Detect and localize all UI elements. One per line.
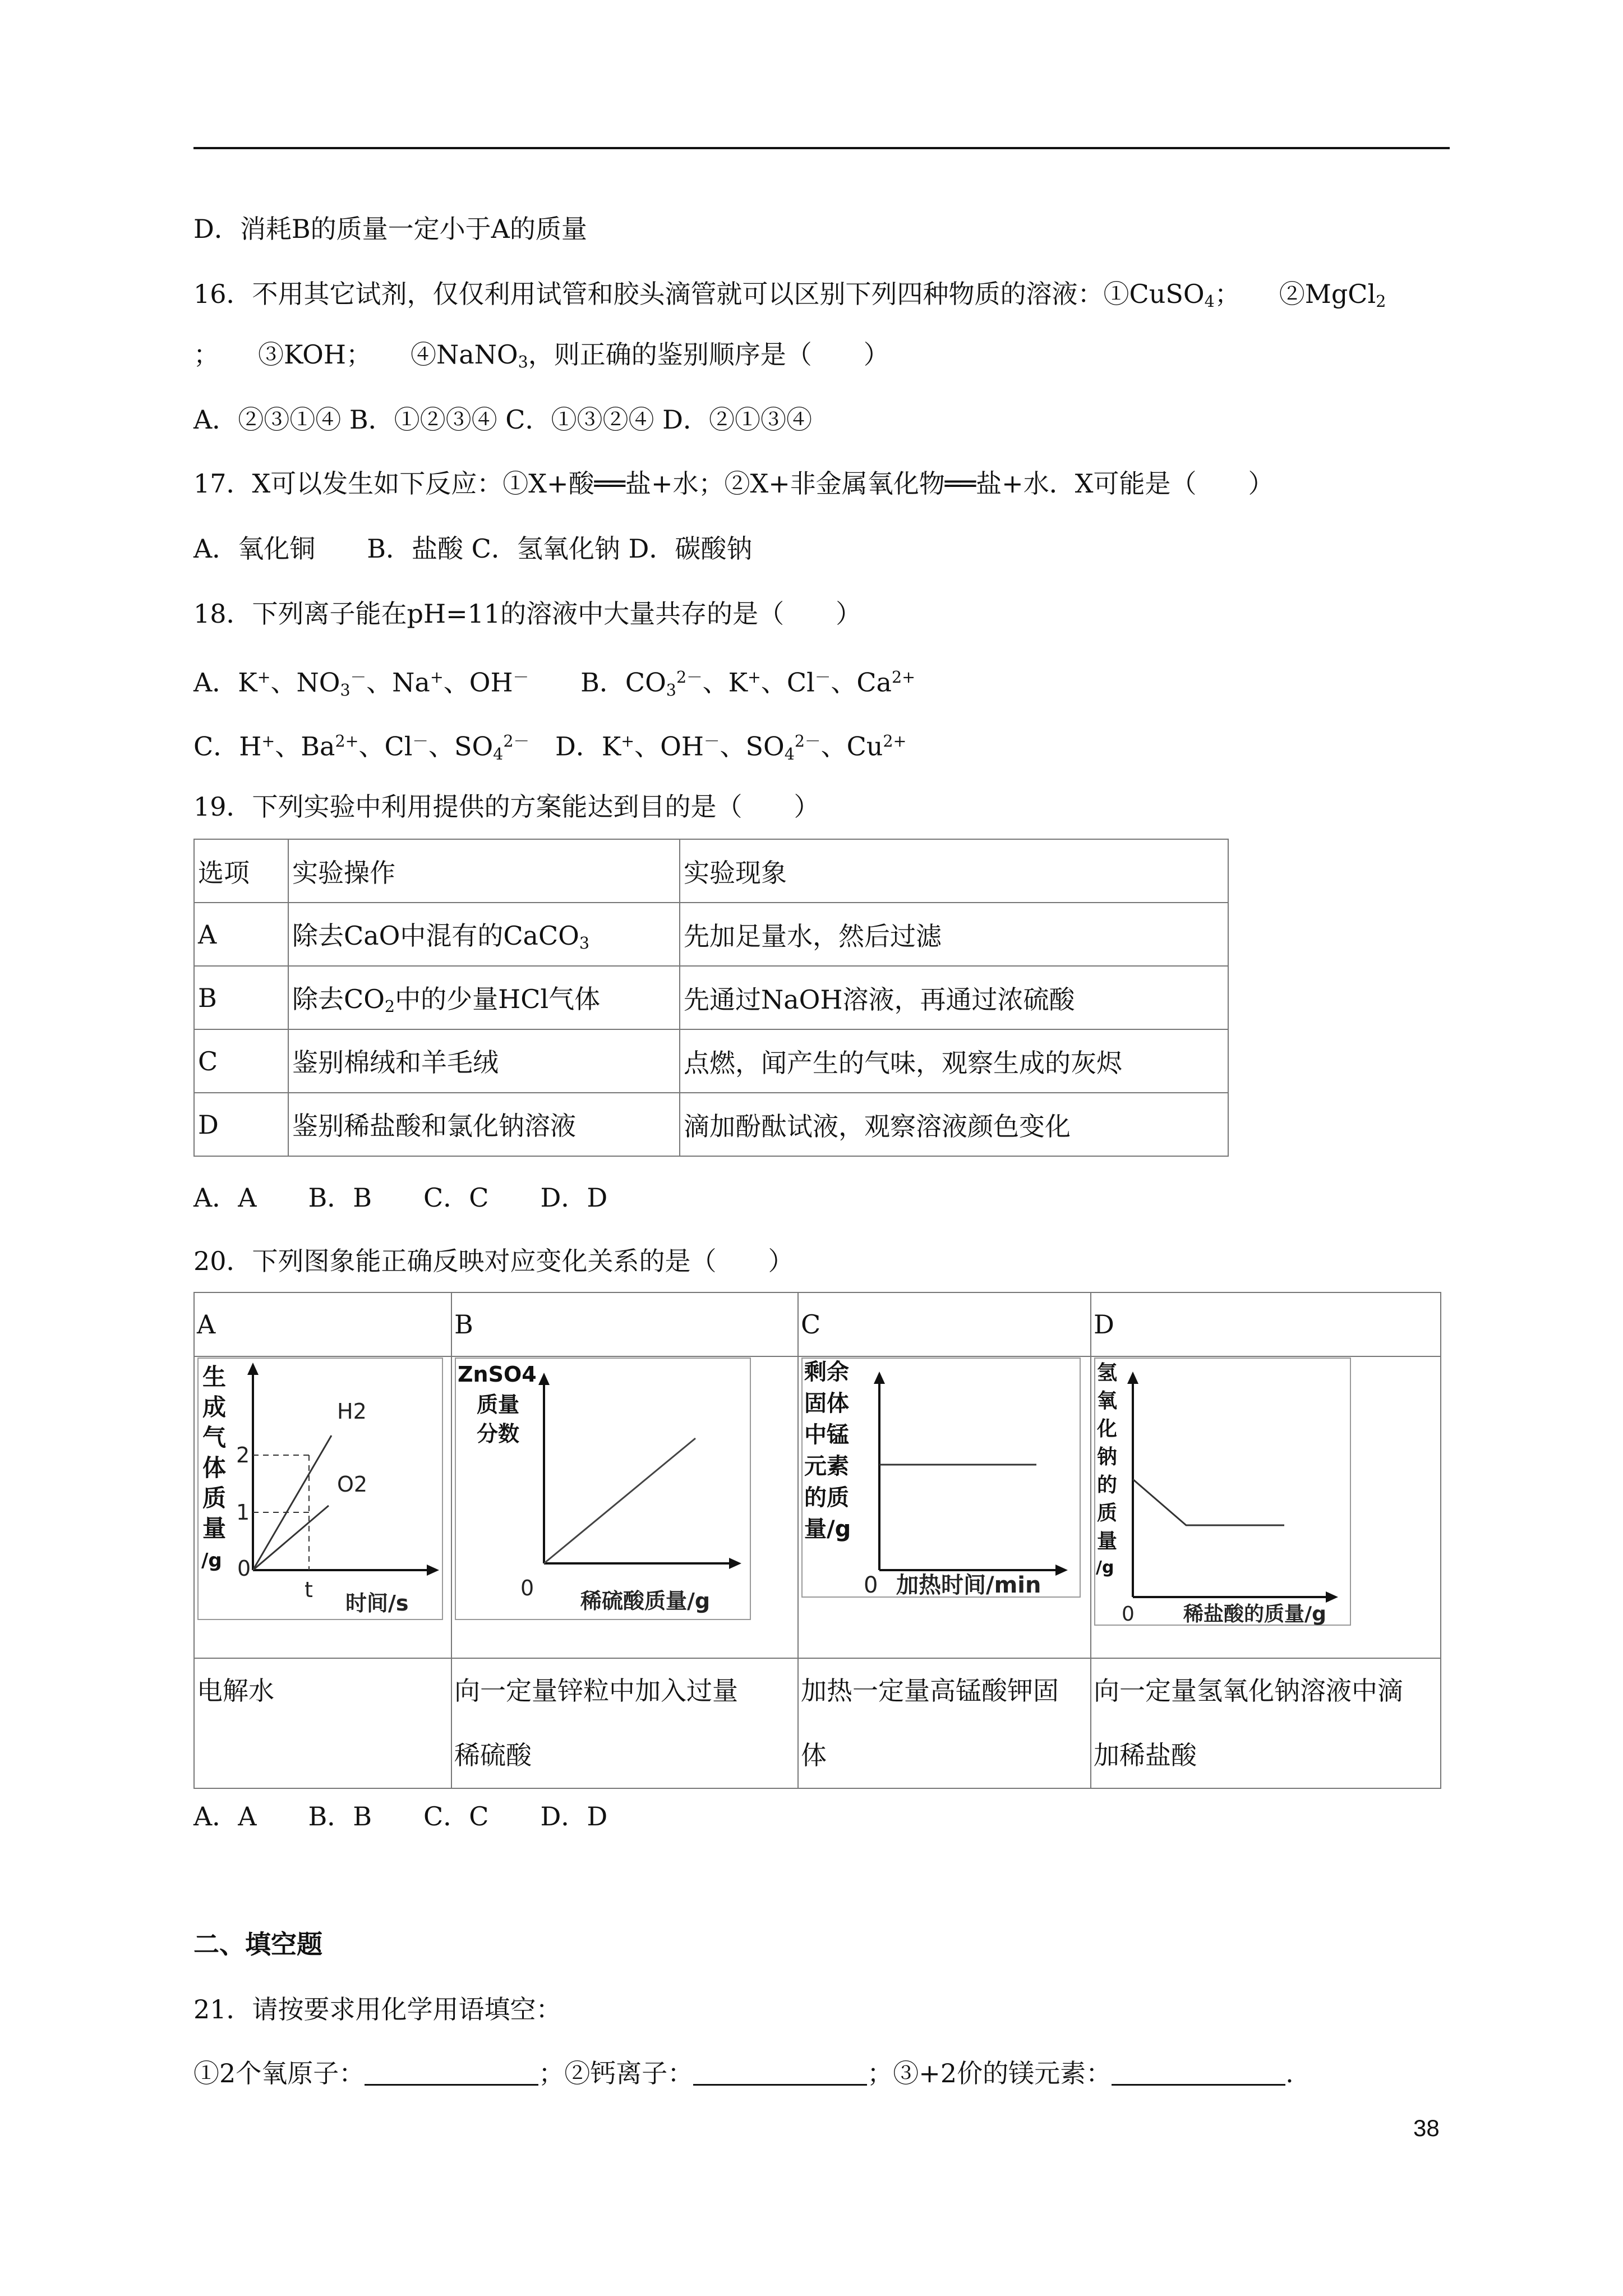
tick-1: 1 bbox=[236, 1500, 250, 1525]
answer-blank[interactable] bbox=[365, 2059, 538, 2086]
q15-option-d: D．消耗B的质量一定小于A的质量 bbox=[193, 214, 587, 244]
tick-t: t bbox=[305, 1577, 313, 1602]
graph-a-cell bbox=[194, 1356, 451, 1658]
table-row bbox=[194, 903, 1228, 966]
q21-prompts: ①2个氧原子： ；②钙离子： ；③+2价的镁元素： . bbox=[193, 2058, 1294, 2088]
graph-b bbox=[454, 1357, 751, 1621]
table-header: A bbox=[194, 1292, 451, 1356]
origin-0: 0 bbox=[520, 1576, 534, 1600]
table-cell: B bbox=[194, 966, 288, 1029]
q21-part1: ①2个氧原子： bbox=[193, 2058, 365, 2088]
y-label-line: 量/g bbox=[804, 1516, 851, 1542]
table-header: 选项 bbox=[194, 839, 288, 903]
table-header-row bbox=[194, 1292, 1441, 1356]
table-row bbox=[194, 1356, 1441, 1658]
table-cell: A bbox=[194, 903, 288, 966]
table-cell: 鉴别棉绒和羊毛绒 bbox=[288, 1029, 680, 1093]
y-label-line: 元素 bbox=[804, 1453, 849, 1479]
page-number: 38 bbox=[1413, 2115, 1440, 2141]
y-label-char: 氧 bbox=[1097, 1389, 1118, 1412]
q21-stem: 21．请按要求用化学用语填空： bbox=[193, 1994, 562, 2024]
table-header: C bbox=[798, 1292, 1091, 1356]
y-label-char: /g bbox=[201, 1549, 222, 1572]
q19-table bbox=[193, 839, 1229, 1157]
table-header: D bbox=[1091, 1292, 1441, 1356]
table-row bbox=[194, 1093, 1228, 1156]
x-label: 时间/s bbox=[345, 1591, 409, 1616]
q17-stem: 17．X可以发生如下反应：①X+酸══盐+水；②X+非金属氧化物══盐+水．X可能是（ ） bbox=[193, 468, 1274, 499]
q19-stem: 19．下列实验中利用提供的方案能达到目的是（ ） bbox=[193, 792, 820, 822]
answer-blank[interactable] bbox=[1112, 2059, 1285, 2086]
y-label: ZnSO4 bbox=[458, 1362, 537, 1387]
table-header: B bbox=[451, 1292, 798, 1356]
graph-d bbox=[1094, 1357, 1352, 1626]
graph-d-cell bbox=[1091, 1356, 1441, 1658]
origin-0: 0 bbox=[1122, 1603, 1135, 1626]
y-label: 分数 bbox=[477, 1421, 520, 1446]
table-row bbox=[194, 1658, 1441, 1788]
y-label-char: 成 bbox=[202, 1393, 227, 1421]
table-header-row bbox=[194, 839, 1228, 903]
table-header: 实验操作 bbox=[288, 839, 680, 903]
y-label-char: 化 bbox=[1097, 1418, 1118, 1441]
table-header: 实验现象 bbox=[680, 839, 1228, 903]
graph-a bbox=[197, 1357, 444, 1621]
table-cell: 向一定量氢氧化钠溶液中滴 加稀盐酸 bbox=[1091, 1658, 1441, 1788]
table-cell: 先加足量水，然后过滤 bbox=[680, 903, 1228, 966]
origin-0: 0 bbox=[864, 1572, 878, 1598]
x-label: 稀盐酸的质量/g bbox=[1183, 1603, 1326, 1626]
graph-c-cell bbox=[798, 1356, 1091, 1658]
y-label-char: 质 bbox=[202, 1484, 227, 1512]
table-cell: C bbox=[194, 1029, 288, 1093]
q21-part3: ；③+2价的镁元素： bbox=[867, 2058, 1112, 2088]
q18-options-cd: C．H+、$Ba^{2+}$、Cl－、$SO_4^{2-}$ D．K+、OH－、$SO_4^{2-}$、$Cu^{2+}$ bbox=[193, 731, 907, 763]
q18-options-ab: A．K+、$NO_3^-$、Na+、OH－ B．$CO_3^{2-}$、K+、Cl－、$Ca^{2+}$ bbox=[193, 667, 916, 700]
y-label-line: 固体 bbox=[804, 1391, 849, 1416]
q16-options: A．②③①④ B．①②③④ C．①③②④ D．②①③④ bbox=[193, 404, 812, 435]
x-label: 加热时间/min bbox=[896, 1572, 1041, 1598]
y-label-line: 剩余 bbox=[804, 1359, 849, 1385]
graph-b-cell bbox=[451, 1356, 798, 1658]
y-label-char: 量 bbox=[1097, 1530, 1118, 1553]
h2-label: H2 bbox=[337, 1399, 367, 1424]
tick-2: 2 bbox=[236, 1443, 250, 1467]
q21-part2: ；②钙离子： bbox=[538, 2058, 694, 2088]
table-cell: 鉴别稀盐酸和氯化钠溶液 bbox=[288, 1093, 680, 1156]
y-label-char: 钠 bbox=[1097, 1446, 1118, 1469]
q17-options: A．氧化铜 B．盐酸 C．氢氧化钠 D．碳酸钠 bbox=[193, 533, 753, 564]
y-label-line: 中锰 bbox=[804, 1422, 849, 1448]
table-row bbox=[194, 1029, 1228, 1093]
q20-options: A．A B．B C．C D．D bbox=[193, 1801, 608, 1832]
y-label-char: 量 bbox=[202, 1515, 227, 1542]
q20-table bbox=[193, 1292, 1441, 1789]
y-label-char: 生 bbox=[202, 1363, 227, 1391]
origin-0: 0 bbox=[237, 1556, 251, 1581]
y-label-char: 的 bbox=[1097, 1474, 1118, 1497]
y-label: 质量 bbox=[477, 1392, 520, 1417]
y-label-char: 气 bbox=[202, 1424, 227, 1451]
table-cell: 先通过NaOH溶液，再通过浓硫酸 bbox=[680, 966, 1228, 1029]
table-cell: 除去CaO中混有的CaCO$_3$ bbox=[288, 903, 680, 966]
q18-stem: 18．下列离子能在pH=11的溶液中大量共存的是（ ） bbox=[193, 599, 862, 629]
table-cell: 加热一定量高锰酸钾固 体 bbox=[798, 1658, 1091, 1788]
y-label-char: 体 bbox=[202, 1454, 227, 1481]
y-label-char: /g bbox=[1096, 1558, 1114, 1577]
graph-c bbox=[801, 1357, 1081, 1598]
q20-stem: 20．下列图象能正确反映对应变化关系的是（ ） bbox=[193, 1246, 794, 1276]
q16-stem-line2: ； ③KOH； ④NaNO$_3$，则正确的鉴别顺序是（ ） bbox=[193, 339, 889, 372]
q19-options: A．A B．B C．C D．D bbox=[193, 1182, 608, 1213]
q16-stem-line1: 16．不用其它试剂，仅仅利用试管和胶头滴管就可以区别下列四种物质的溶液：①CuSO$_4$； ②MgCl$_2$ bbox=[193, 279, 1386, 311]
y-label-char: 氢 bbox=[1097, 1361, 1118, 1384]
table-cell: 向一定量锌粒中加入过量 稀硫酸 bbox=[451, 1658, 798, 1788]
o2-label: O2 bbox=[337, 1472, 368, 1497]
x-label: 稀硫酸质量/g bbox=[580, 1589, 711, 1613]
header-rule bbox=[193, 147, 1450, 149]
table-cell: 滴加酚酞试液，观察溶液颜色变化 bbox=[680, 1093, 1228, 1156]
y-label-line: 的质 bbox=[804, 1485, 849, 1511]
table-cell: 除去$CO_2$中的少量HCl气体 bbox=[288, 966, 680, 1029]
table-cell: D bbox=[194, 1093, 288, 1156]
table-row bbox=[194, 966, 1228, 1029]
table-cell: 点燃，闻产生的气味，观察生成的灰烬 bbox=[680, 1029, 1228, 1093]
section-heading: 二、填空题 bbox=[193, 1929, 322, 1959]
table-cell: 电解水 bbox=[194, 1658, 451, 1788]
y-label-char: 质 bbox=[1097, 1502, 1118, 1525]
answer-blank[interactable] bbox=[693, 2059, 867, 2086]
